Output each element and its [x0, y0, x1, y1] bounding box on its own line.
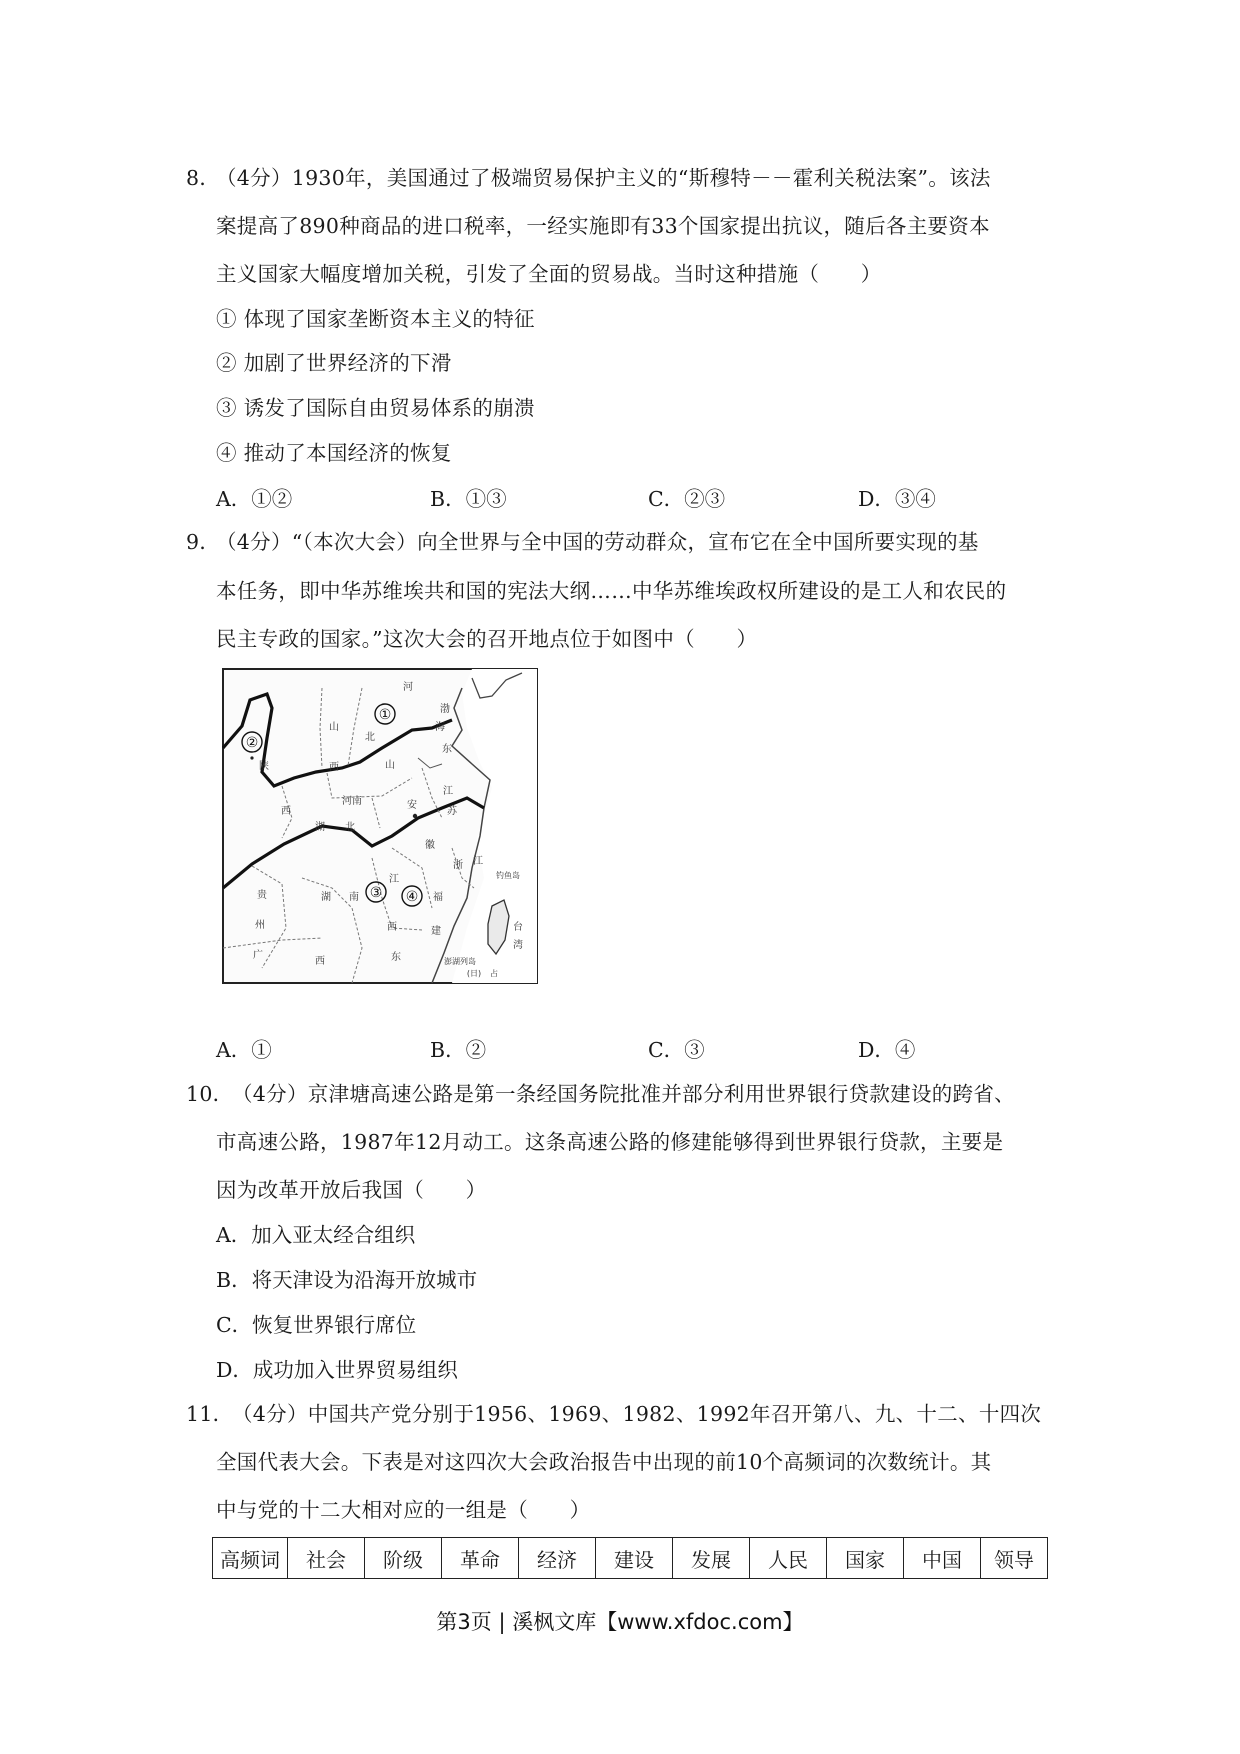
page-footer: 第3页 | 溪枫文库【www.xfdoc.com】	[436, 1610, 804, 1634]
marker-1: ①	[378, 707, 392, 723]
question-text: （4分）京津塘高速公路是第一条经国务院批准并部分利用世界银行贷款建设的跨省、	[232, 1082, 1015, 1106]
marker-3: ③	[369, 885, 383, 901]
option-a[interactable]: A．加入亚太经合组织	[216, 1223, 416, 1247]
table-header-cell: 人民	[750, 1538, 827, 1579]
map-label: 江	[389, 874, 399, 885]
map-label: 山	[329, 722, 339, 733]
option-b[interactable]: B．①③	[430, 487, 507, 511]
question-text: 因为改革开放后我国（ ）	[216, 1178, 487, 1202]
statement-item: ④ 推动了本国经济的恢复	[216, 441, 452, 465]
map-label: 湖	[315, 822, 325, 833]
map-label: 钓鱼岛	[496, 871, 520, 880]
map-label: 河	[403, 682, 413, 693]
frequency-table	[212, 1537, 1048, 1579]
table-header-cell: 阶级	[365, 1538, 442, 1579]
option-d[interactable]: D．③④	[858, 487, 936, 511]
map-label: 澎湖列岛	[444, 957, 476, 966]
option-d[interactable]: D．成功加入世界贸易组织	[216, 1358, 458, 1382]
table-header-cell: 发展	[673, 1538, 750, 1579]
map-label: 福	[433, 892, 443, 903]
map-label: 州	[255, 920, 265, 931]
option-b[interactable]: B．②	[430, 1038, 487, 1062]
table-header-cell: 高频词	[213, 1538, 288, 1579]
map-label: 湾	[513, 940, 523, 951]
question-number: 9．	[186, 530, 221, 554]
map-label: 西	[281, 806, 291, 817]
map-label: 西	[315, 956, 325, 967]
map-label: 徽	[425, 840, 435, 851]
table-header-cell: 建设	[596, 1538, 673, 1579]
map-label: 北	[345, 822, 355, 833]
question-number: 10．	[186, 1082, 234, 1106]
map-label: 陕	[259, 761, 269, 772]
table-header-cell: 社会	[288, 1538, 365, 1579]
option-a[interactable]: A．①②	[216, 487, 293, 511]
map-label: 海	[435, 722, 445, 733]
option-c[interactable]: C．恢复世界银行席位	[216, 1313, 417, 1337]
question-text: 市高速公路，1987年12月动工。这条高速公路的修建能够得到世界银行贷款，主要是	[216, 1130, 1004, 1154]
china-map-figure	[222, 668, 538, 984]
statement-item: ① 体现了国家垄断资本主义的特征	[216, 307, 535, 331]
question-number: 8．	[186, 166, 221, 190]
table-header-cell: 经济	[519, 1538, 596, 1579]
question-text: （4分）“（本次大会）向全世界与全中国的劳动群众，宣布它在全中国所要实现的基	[216, 530, 979, 554]
option-c[interactable]: C．③	[648, 1038, 705, 1062]
map-label: 浙	[453, 860, 463, 871]
question-text: 主义国家大幅度增加关税，引发了全面的贸易战。当时这种措施（ ）	[216, 262, 882, 286]
map-label: 占	[490, 969, 498, 978]
map-label: 江	[473, 856, 483, 867]
map-label: 东	[391, 952, 401, 963]
map-label: 北	[365, 732, 375, 743]
table-header-cell: 国家	[827, 1538, 904, 1579]
table-header-row	[213, 1538, 1048, 1579]
map-label: 河南	[342, 796, 362, 807]
option-b[interactable]: B．将天津设为沿海开放城市	[216, 1268, 478, 1292]
option-d[interactable]: D．④	[858, 1038, 916, 1062]
map-label: 西	[329, 762, 339, 773]
map-label: 东	[442, 744, 452, 755]
map-label: 苏	[447, 806, 457, 817]
map-label: 西	[387, 922, 397, 933]
map-label: 贵	[257, 890, 267, 901]
map-label: 南	[349, 892, 359, 903]
question-text: 案提高了890种商品的进口税率，一经实施即有33个国家提出抗议，随后各主要资本	[216, 214, 990, 238]
map-label: 广	[253, 950, 263, 961]
question-text: 中与党的十二大相对应的一组是（ ）	[216, 1498, 591, 1522]
map-label: 台	[513, 922, 523, 933]
question-number: 11．	[186, 1402, 234, 1426]
question-text: 本任务，即中华苏维埃共和国的宪法大纲……中华苏维埃政权所建设的是工人和农民的	[216, 579, 1007, 603]
map-label: 山	[385, 760, 395, 771]
table-header-cell: 革命	[442, 1538, 519, 1579]
marker-4: ④	[405, 889, 419, 905]
question-text: 全国代表大会。下表是对这四次大会政治报告中出现的前10个高频词的次数统计。其	[216, 1450, 992, 1474]
question-text: （4分）中国共产党分别于1956、1969、1982、1992年召开第八、九、十二、十四次	[232, 1402, 1042, 1426]
table-header-cell: 中国	[904, 1538, 981, 1579]
map-label: (日)	[466, 969, 482, 978]
marker-2: ②	[245, 735, 259, 751]
map-label: 渤	[440, 704, 450, 715]
map-label: 湖	[321, 892, 331, 903]
map-label: 安	[407, 800, 417, 811]
question-text: （4分）1930年，美国通过了极端贸易保护主义的“斯穆特－－霍利关税法案”。该法	[216, 166, 991, 190]
statement-item: ③ 诱发了国际自由贸易体系的崩溃	[216, 396, 535, 420]
statement-item: ② 加剧了世界经济的下滑	[216, 351, 452, 375]
option-c[interactable]: C．②③	[648, 487, 726, 511]
option-a[interactable]: A．①	[216, 1038, 272, 1062]
map-label: 建	[431, 926, 441, 937]
question-text: 民主专政的国家。”这次大会的召开地点位于如图中（ ）	[216, 627, 758, 651]
map-label: 江	[443, 786, 453, 797]
table-header-cell: 领导	[981, 1538, 1048, 1579]
